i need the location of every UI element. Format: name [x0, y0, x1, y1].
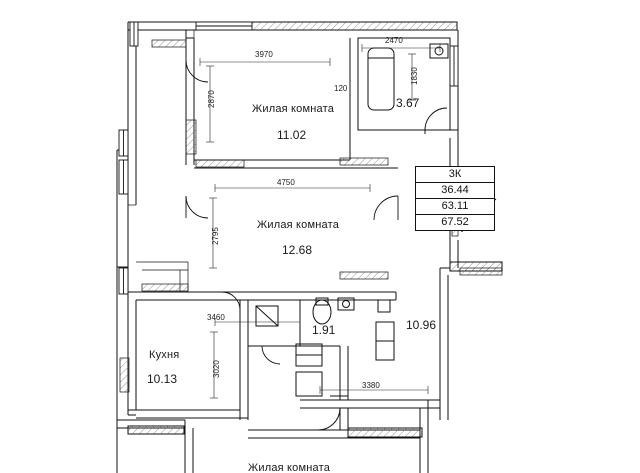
dimension-3460: 3460 — [207, 313, 225, 322]
room-name-living-3: Жилая комната — [248, 462, 331, 473]
room-area-wc: 1.91 — [312, 323, 336, 337]
room-name-kitchen: Кухня — [149, 349, 180, 361]
room-area-hall: 10.96 — [406, 318, 437, 332]
dimension-1830: 1830 — [410, 67, 419, 85]
dimension-2870: 2870 — [207, 90, 216, 108]
apartment-legend — [415, 166, 495, 231]
dimension-4750: 4750 — [277, 178, 295, 187]
dimension-3380: 3380 — [362, 381, 380, 390]
room-area-kitchen: 10.13 — [147, 372, 178, 386]
dimension-120: 120 — [334, 84, 348, 93]
room-area-living-1: 11.02 — [277, 128, 307, 142]
dimension-2795: 2795 — [211, 227, 220, 245]
legend-title: 3К — [416, 167, 494, 183]
dimension-2470: 2470 — [385, 36, 403, 45]
dimension-3970: 3970 — [255, 50, 273, 59]
legend-value-living-area: 36.44 — [416, 183, 494, 199]
room-name-living-2: Жилая комната — [257, 219, 340, 231]
room-area-bathroom: 3.67 — [396, 96, 420, 110]
room-area-living-2: 12.68 — [282, 243, 313, 257]
dimension-3020: 3020 — [212, 360, 221, 378]
legend-value-total-area: 63.11 — [416, 199, 494, 215]
legend-value-total-with-balcony: 67.52 — [441, 216, 469, 228]
room-name-living-1: Жилая комната — [252, 103, 335, 115]
